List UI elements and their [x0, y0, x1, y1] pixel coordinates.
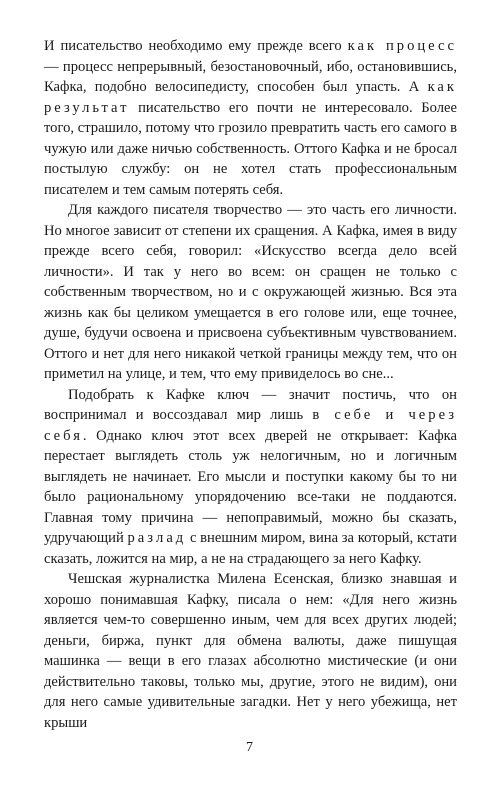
- paragraph: [44, 200, 457, 385]
- paragraph: [44, 385, 457, 570]
- text-run: Подобрать к Кафке ключ — значит постичь, что он воспринимал и воссоздавал мир лишь: [44, 386, 457, 423]
- spaced-emphasis: как результат: [44, 79, 457, 116]
- paragraph: [44, 36, 457, 200]
- text-run: И писательство необходимо ему прежде всего: [44, 38, 348, 54]
- spaced-emphasis: в себе и через себя: [44, 407, 458, 444]
- paragraph: [44, 569, 457, 733]
- text-run: — процесс непрерывный, безостановочный, ибо, остановившись, Кафка, подобно велосипедисту, способен был упасть. А: [44, 58, 457, 95]
- text-run: Для каждого писателя творчество — это часть его личности. Но многое зависит от степени их сращения. А Кафка, имея в виду прежде всего себя, говорил: «Искусство всегда дело всей личности». И так у него во всем: он сращен не только с собственным творчеством, но и с окружающей жизнью. Вся эта жизнь как бы целиком умещается в его голове или, еще точнее, душе, будучи освоена и присвоена субъективным чувствованием. Оттого и нет для него никакой четкой границы между тем, что он приметил на улице, и тем, что ему привиделось во сне...: [44, 202, 457, 382]
- text-run: . Однако ключ этот всех дверей не открывает: Кафка перестает выглядеть столь уж нелогичным, но и логичным выглядеть не начинает. Его мысли и поступки какому бы то ни было рациональному упорядочению все-таки не поддаются. Главная тому причина — непоправимый, можно бы сказать, удручающий: [44, 427, 457, 546]
- body-text: [44, 36, 457, 733]
- text-run: с внешним миром, вина за который, кстати сказать, ложится на мир, а не на страдающего за него Кафку.: [44, 530, 457, 567]
- page-number: 7: [246, 740, 253, 755]
- text-run: Чешская журналистка Милена Есенская, близко знавшая и хорошо понимавшая Кафку, писала о нем: «Для него жизнь является чем-то совершенно иным, чем для всех других людей; деньги, биржа, пункт для обмена валюты, даже пишущая машинка — вещи в его глазах абсолютно мистические (и они действительно таковы, только мы, другие, этого не видим), они для него самые удивительные загадки. Нет у него убежища, нет крыши: [44, 571, 457, 731]
- text-run: писательство его почти не интересовало. Более того, страшило, потому что грозило превратить часть его самого в чужую или даже ничью собственность. Оттого Кафка и не бросал постылую службу: он не хотел стать профессиональным писателем и тем самым потерять себя.: [44, 99, 457, 198]
- spaced-emphasis: как процесс: [347, 38, 457, 54]
- spaced-emphasis: разлад: [127, 530, 187, 546]
